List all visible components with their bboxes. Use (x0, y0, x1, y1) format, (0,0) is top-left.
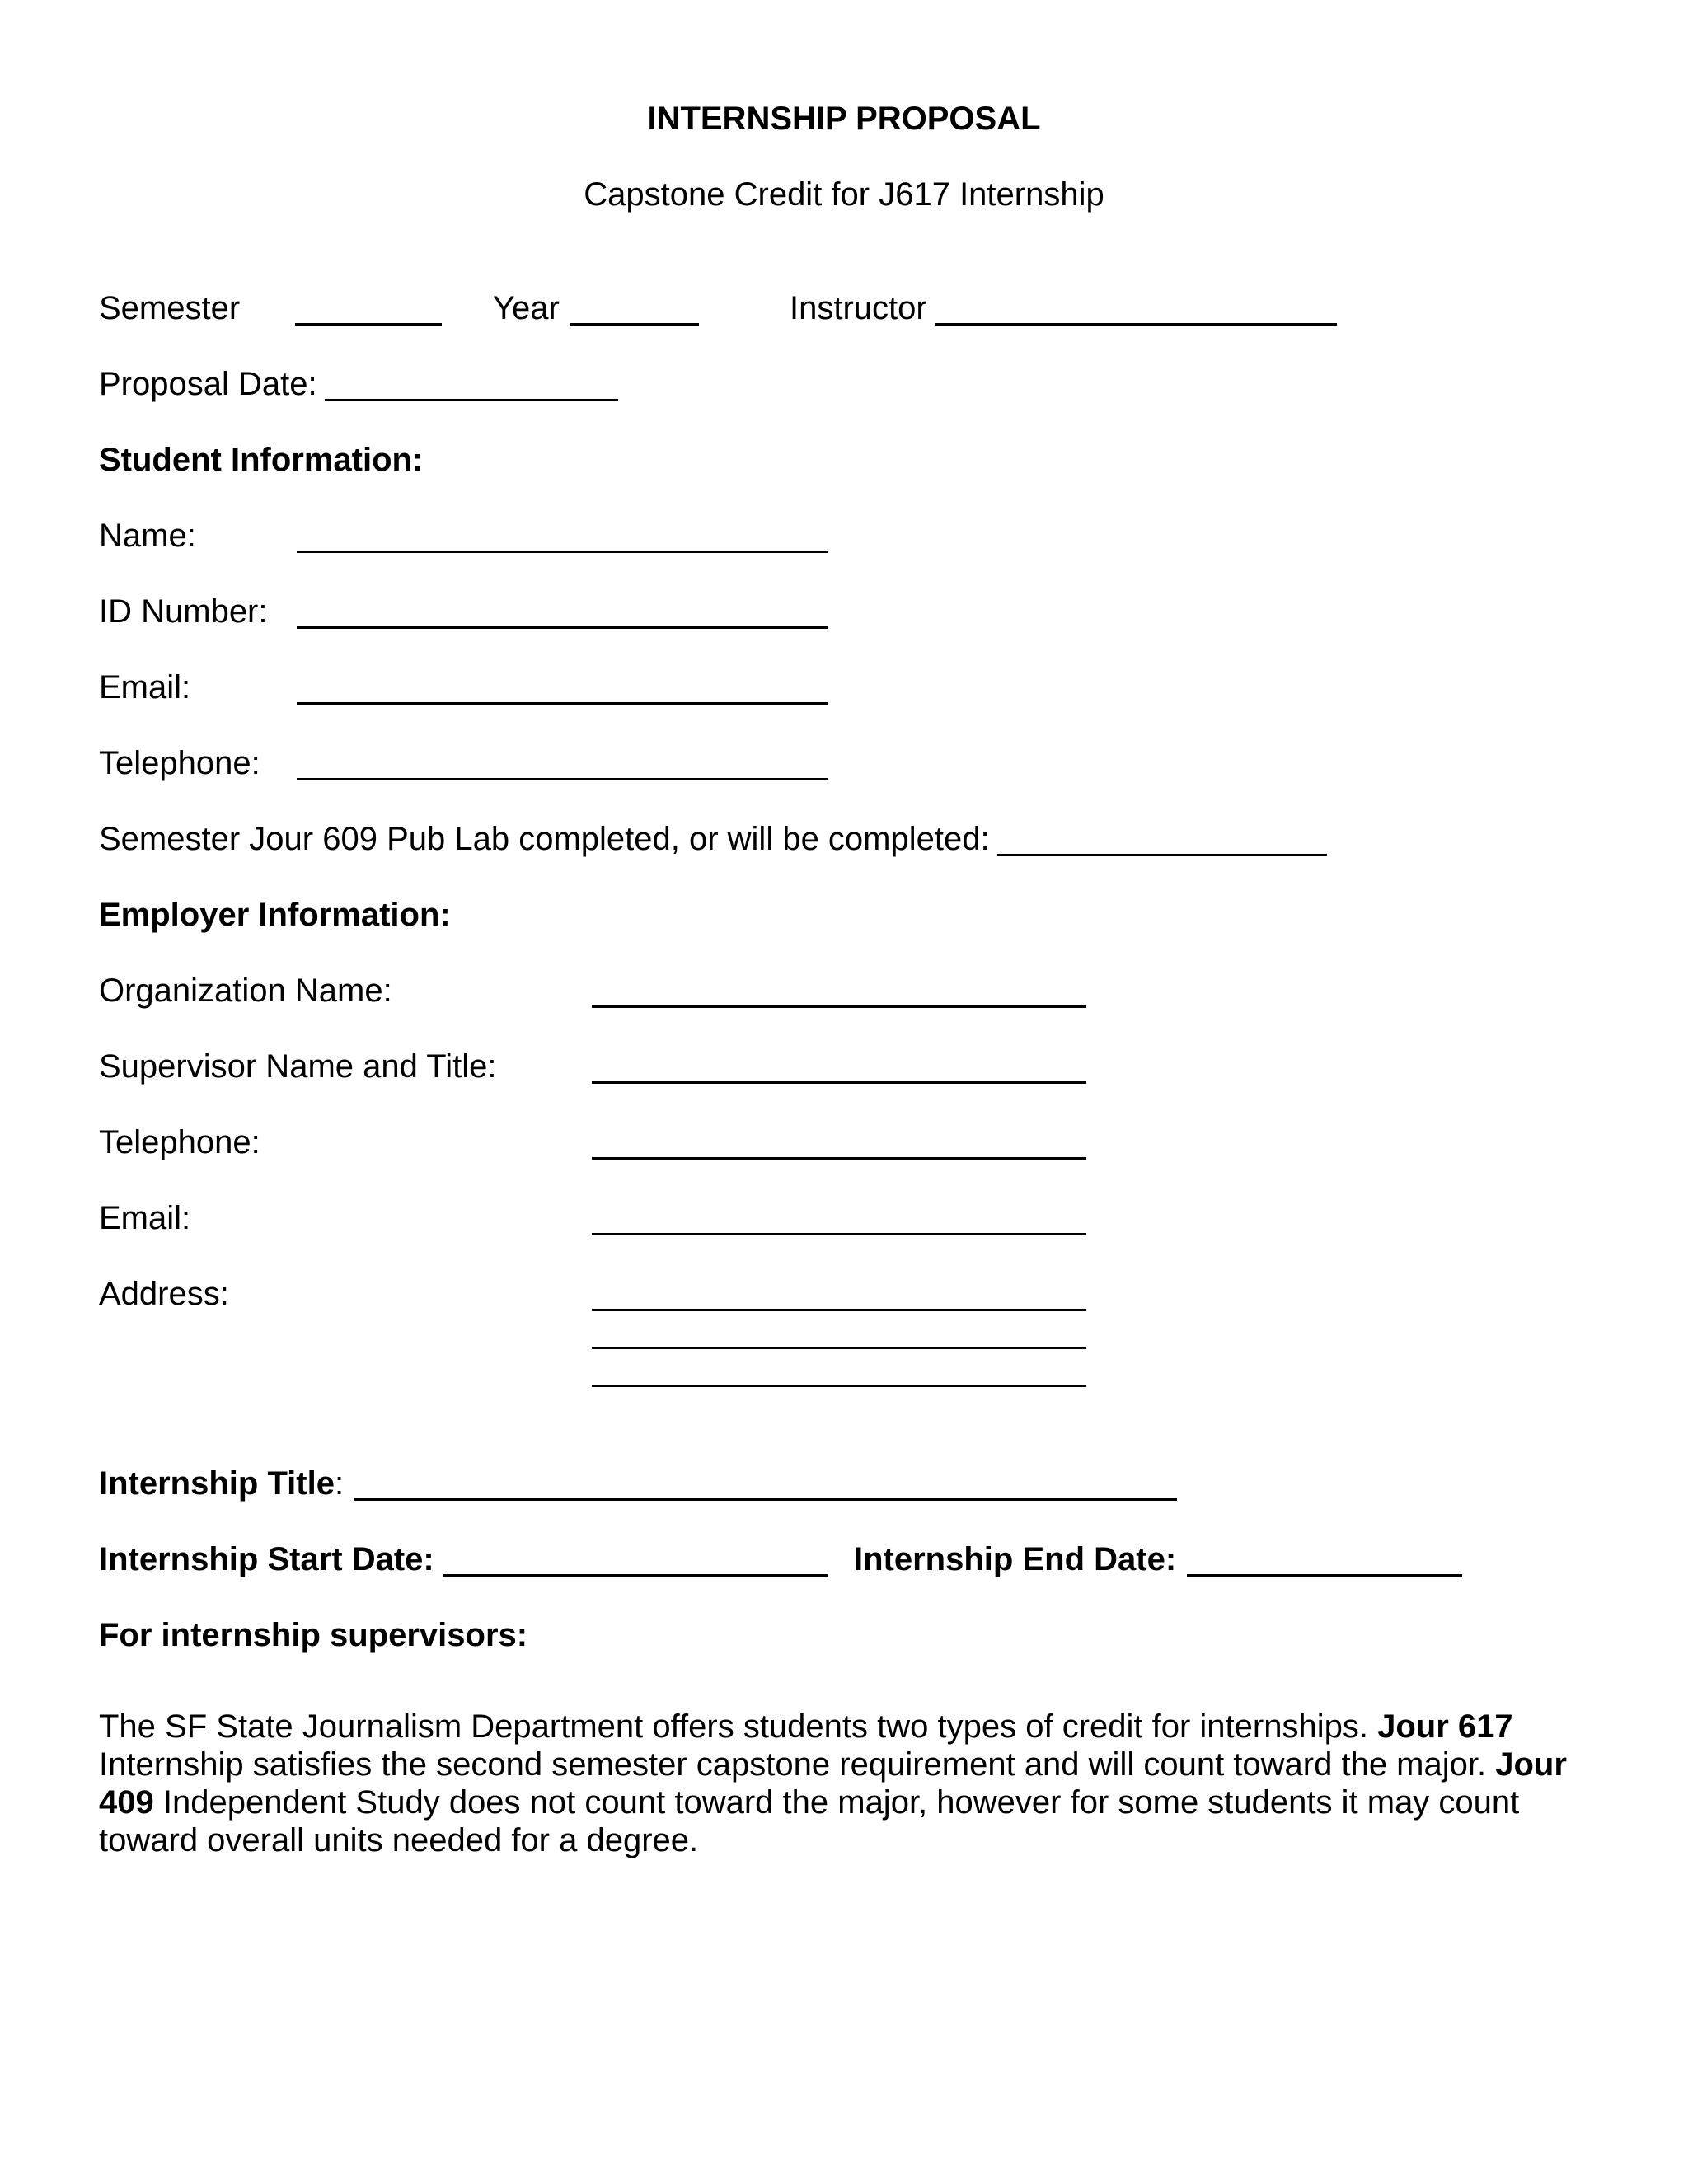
proposal-date-field[interactable] (325, 399, 618, 401)
employer-info-heading: Employer Information: (99, 897, 451, 933)
address-label: Address: (99, 1276, 229, 1312)
supervisor-field[interactable] (592, 1081, 1086, 1084)
instructor-label: Instructor (790, 290, 927, 326)
student-telephone-field[interactable] (297, 778, 828, 780)
student-name-label: Name: (99, 518, 196, 554)
student-id-field[interactable] (297, 626, 828, 629)
end-date-field[interactable] (1187, 1574, 1462, 1577)
paragraph-text-3: Independent Study does not count toward the major, however for some students it may count toward overall units needed for a degree. (99, 1784, 1520, 1858)
address-field-line-2[interactable] (592, 1347, 1086, 1349)
student-telephone-label: Telephone: (99, 745, 260, 781)
student-id-label: ID Number: (99, 593, 268, 630)
publab-field[interactable] (997, 854, 1327, 856)
supervisors-paragraph (99, 1708, 1582, 1859)
student-email-field[interactable] (297, 702, 828, 705)
start-date-label: Internship Start Date: (99, 1541, 434, 1577)
year-field[interactable] (570, 323, 699, 326)
org-name-field[interactable] (592, 1005, 1086, 1008)
student-email-label: Email: (99, 669, 191, 705)
semester-field[interactable] (295, 323, 442, 326)
address-field-line-1[interactable] (592, 1309, 1086, 1311)
page-subtitle: Capstone Credit for J617 Internship (584, 176, 1104, 213)
student-name-field[interactable] (297, 551, 828, 553)
org-name-label: Organization Name: (99, 972, 392, 1009)
start-date-field[interactable] (443, 1574, 828, 1577)
paragraph-text-2: Internship satisfies the second semester capstone requirement and will count toward the major. (99, 1746, 1496, 1783)
publab-label: Semester Jour 609 Pub Lab completed, or will be completed: (99, 821, 990, 857)
employer-email-field[interactable] (592, 1233, 1086, 1235)
employer-telephone-label: Telephone: (99, 1124, 260, 1160)
student-info-heading: Student Information: (99, 442, 424, 478)
jour-617-label: Jour 617 (1377, 1708, 1513, 1745)
address-field-line-3[interactable] (592, 1385, 1086, 1387)
internship-title-colon: : (334, 1465, 345, 1502)
proposal-date-label: Proposal Date: (99, 366, 317, 402)
employer-telephone-field[interactable] (592, 1157, 1086, 1160)
employer-email-label: Email: (99, 1200, 191, 1236)
year-label: Year (493, 290, 560, 326)
page-title: INTERNSHIP PROPOSAL (647, 101, 1041, 137)
internship-title-label (99, 1467, 344, 1500)
supervisors-heading: For internship supervisors: (99, 1617, 528, 1653)
end-date-label: Internship End Date: (854, 1541, 1177, 1577)
jour-409-label: Jour 409 (99, 1746, 1567, 1821)
paragraph-text-1: The SF State Journalism Department offers students two types of credit for internships. (99, 1708, 1378, 1745)
semester-label: Semester (99, 290, 241, 326)
supervisor-label: Supervisor Name and Title: (99, 1048, 497, 1085)
internship-title-field[interactable] (354, 1498, 1177, 1501)
internship-title-text: Internship Title (99, 1465, 335, 1502)
instructor-field[interactable] (935, 323, 1337, 326)
